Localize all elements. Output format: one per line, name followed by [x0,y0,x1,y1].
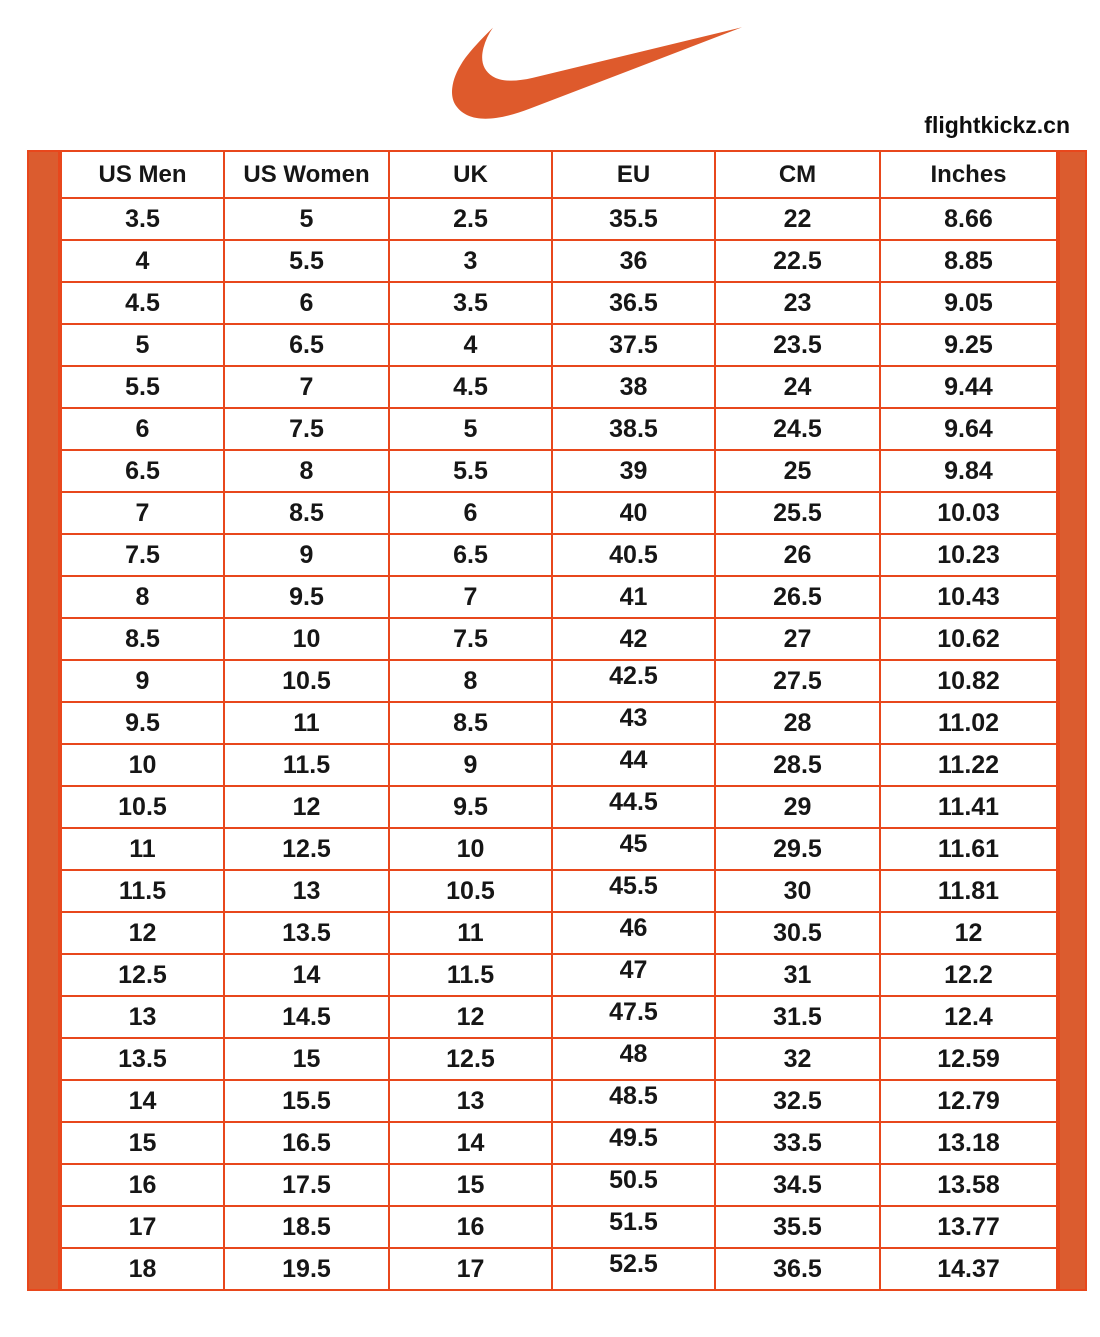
size-cell: 10.43 [880,576,1057,618]
size-cell: 5 [224,198,389,240]
size-cell: 48 [552,1038,715,1080]
size-cell: 11 [224,702,389,744]
size-cell: 13 [61,996,224,1038]
size-cell: 36.5 [715,1248,880,1290]
size-cell: 5.5 [61,366,224,408]
size-cell: 11.02 [880,702,1057,744]
size-cell: 11.41 [880,786,1057,828]
size-cell: 11.5 [389,954,552,996]
size-chart [27,150,1087,1291]
table-row [61,1080,1057,1122]
column-header: Inches [880,151,1057,198]
size-cell: 12 [880,912,1057,954]
column-header: US Women [224,151,389,198]
table-body [61,198,1057,1290]
size-cell: 6 [61,408,224,450]
size-cell: 9.44 [880,366,1057,408]
size-cell: 28.5 [715,744,880,786]
size-cell: 10 [224,618,389,660]
table-row [61,492,1057,534]
table-row [61,450,1057,492]
size-cell: 6.5 [224,324,389,366]
size-cell: 29.5 [715,828,880,870]
size-cell: 9.5 [224,576,389,618]
size-cell: 51.5 [552,1206,715,1248]
size-cell: 12.79 [880,1080,1057,1122]
size-cell: 42 [552,618,715,660]
table-row [61,870,1057,912]
size-cell: 8 [389,660,552,702]
size-cell: 11.5 [224,744,389,786]
size-cell: 10.82 [880,660,1057,702]
size-cell: 11.81 [880,870,1057,912]
size-cell: 16.5 [224,1122,389,1164]
table-row [61,786,1057,828]
table-header [61,151,1057,198]
size-cell: 5 [61,324,224,366]
size-cell: 14.5 [224,996,389,1038]
table-row [61,282,1057,324]
size-cell: 31 [715,954,880,996]
size-cell: 9.5 [389,786,552,828]
size-cell: 47.5 [552,996,715,1038]
size-cell: 38 [552,366,715,408]
size-cell: 19.5 [224,1248,389,1290]
size-cell: 8.66 [880,198,1057,240]
table-row [61,1038,1057,1080]
size-cell: 13.77 [880,1206,1057,1248]
size-cell: 30.5 [715,912,880,954]
size-cell: 12.5 [61,954,224,996]
size-cell: 13 [389,1080,552,1122]
column-header: US Men [61,151,224,198]
size-cell: 36 [552,240,715,282]
size-cell: 8 [61,576,224,618]
table-row [61,408,1057,450]
size-cell: 35.5 [552,198,715,240]
size-cell: 43 [552,702,715,744]
size-cell: 47 [552,954,715,996]
size-cell: 5 [389,408,552,450]
size-cell: 9 [61,660,224,702]
size-cell: 9.25 [880,324,1057,366]
size-cell: 8.5 [389,702,552,744]
table-row [61,618,1057,660]
size-cell: 9.84 [880,450,1057,492]
column-header: UK [389,151,552,198]
size-cell: 8.5 [224,492,389,534]
size-cell: 14 [224,954,389,996]
size-cell: 3.5 [61,198,224,240]
size-cell: 6 [389,492,552,534]
size-cell: 13.18 [880,1122,1057,1164]
table-row [61,912,1057,954]
right-accent-bar [1058,150,1087,1291]
size-cell: 27 [715,618,880,660]
size-cell: 9.64 [880,408,1057,450]
size-cell: 6.5 [61,450,224,492]
size-cell: 9 [224,534,389,576]
size-cell: 48.5 [552,1080,715,1122]
size-cell: 11.5 [61,870,224,912]
table-row [61,240,1057,282]
size-cell: 9.5 [61,702,224,744]
size-cell: 6.5 [389,534,552,576]
size-cell: 16 [61,1164,224,1206]
table-row [61,660,1057,702]
table-row [61,996,1057,1038]
size-cell: 12.59 [880,1038,1057,1080]
size-cell: 25.5 [715,492,880,534]
watermark-text: flightkickz.cn [924,112,1070,138]
size-cell: 32.5 [715,1080,880,1122]
size-cell: 24.5 [715,408,880,450]
size-cell: 15 [224,1038,389,1080]
size-cell: 15 [61,1122,224,1164]
size-cell: 11.22 [880,744,1057,786]
size-cell: 45 [552,828,715,870]
size-cell: 12.4 [880,996,1057,1038]
size-cell: 14 [389,1122,552,1164]
size-cell: 6 [224,282,389,324]
size-cell: 10.23 [880,534,1057,576]
size-cell: 45.5 [552,870,715,912]
size-cell: 39 [552,450,715,492]
size-cell: 26 [715,534,880,576]
size-cell: 42.5 [552,660,715,702]
size-cell: 4.5 [389,366,552,408]
size-cell: 30 [715,870,880,912]
table-row [61,828,1057,870]
size-cell: 10.5 [389,870,552,912]
size-cell: 31.5 [715,996,880,1038]
size-cell: 13 [224,870,389,912]
table-row [61,1122,1057,1164]
nike-swoosh-icon [452,24,742,122]
size-cell: 12 [61,912,224,954]
size-cell: 12.5 [389,1038,552,1080]
size-cell: 49.5 [552,1122,715,1164]
size-cell: 7 [61,492,224,534]
size-cell: 5.5 [224,240,389,282]
column-header: EU [552,151,715,198]
size-cell: 3 [389,240,552,282]
size-cell: 12 [224,786,389,828]
table-row [61,744,1057,786]
size-cell: 17 [61,1206,224,1248]
size-cell: 28 [715,702,880,744]
column-header: CM [715,151,880,198]
table-row [61,1164,1057,1206]
size-cell: 8.5 [61,618,224,660]
size-cell: 9.05 [880,282,1057,324]
size-cell: 12 [389,996,552,1038]
table-row [61,534,1057,576]
size-cell: 27.5 [715,660,880,702]
size-cell: 22 [715,198,880,240]
table-row [61,1206,1057,1248]
size-cell: 13.5 [224,912,389,954]
size-cell: 7.5 [61,534,224,576]
size-cell: 7.5 [389,618,552,660]
table-row [61,366,1057,408]
size-cell: 17 [389,1248,552,1290]
size-cell: 8 [224,450,389,492]
size-cell: 13.5 [61,1038,224,1080]
size-cell: 7 [389,576,552,618]
size-cell: 10.5 [61,786,224,828]
size-cell: 26.5 [715,576,880,618]
size-cell: 11.61 [880,828,1057,870]
size-cell: 16 [389,1206,552,1248]
size-cell: 18 [61,1248,224,1290]
table-row [61,1248,1057,1290]
size-cell: 23 [715,282,880,324]
size-cell: 4.5 [61,282,224,324]
size-cell: 24 [715,366,880,408]
size-cell: 46 [552,912,715,954]
size-cell: 4 [61,240,224,282]
table-row [61,702,1057,744]
size-cell: 14 [61,1080,224,1122]
size-cell: 15.5 [224,1080,389,1122]
size-cell: 29 [715,786,880,828]
header-row [61,151,1057,198]
table-row [61,954,1057,996]
size-cell: 4 [389,324,552,366]
size-cell: 10.03 [880,492,1057,534]
size-cell: 5.5 [389,450,552,492]
size-cell: 34.5 [715,1164,880,1206]
size-cell: 11 [61,828,224,870]
size-cell: 36.5 [552,282,715,324]
size-cell: 18.5 [224,1206,389,1248]
size-cell: 17.5 [224,1164,389,1206]
size-cell: 9 [389,744,552,786]
size-cell: 35.5 [715,1206,880,1248]
size-cell: 37.5 [552,324,715,366]
size-table [60,150,1058,1291]
size-cell: 10.62 [880,618,1057,660]
size-cell: 12.2 [880,954,1057,996]
size-cell: 8.85 [880,240,1057,282]
size-cell: 44 [552,744,715,786]
size-cell: 2.5 [389,198,552,240]
size-cell: 38.5 [552,408,715,450]
size-cell: 13.58 [880,1164,1057,1206]
size-cell: 32 [715,1038,880,1080]
size-cell: 10 [389,828,552,870]
size-cell: 10.5 [224,660,389,702]
size-cell: 23.5 [715,324,880,366]
table-row [61,324,1057,366]
size-cell: 40 [552,492,715,534]
table-row [61,198,1057,240]
size-cell: 50.5 [552,1164,715,1206]
size-cell: 3.5 [389,282,552,324]
size-cell: 10 [61,744,224,786]
size-cell: 44.5 [552,786,715,828]
size-cell: 41 [552,576,715,618]
size-cell: 40.5 [552,534,715,576]
size-cell: 11 [389,912,552,954]
size-cell: 52.5 [552,1248,715,1290]
size-cell: 7 [224,366,389,408]
size-cell: 22.5 [715,240,880,282]
table-row [61,576,1057,618]
size-cell: 14.37 [880,1248,1057,1290]
size-cell: 7.5 [224,408,389,450]
size-cell: 25 [715,450,880,492]
size-cell: 12.5 [224,828,389,870]
left-accent-bar [27,150,60,1291]
size-cell: 15 [389,1164,552,1206]
size-cell: 33.5 [715,1122,880,1164]
